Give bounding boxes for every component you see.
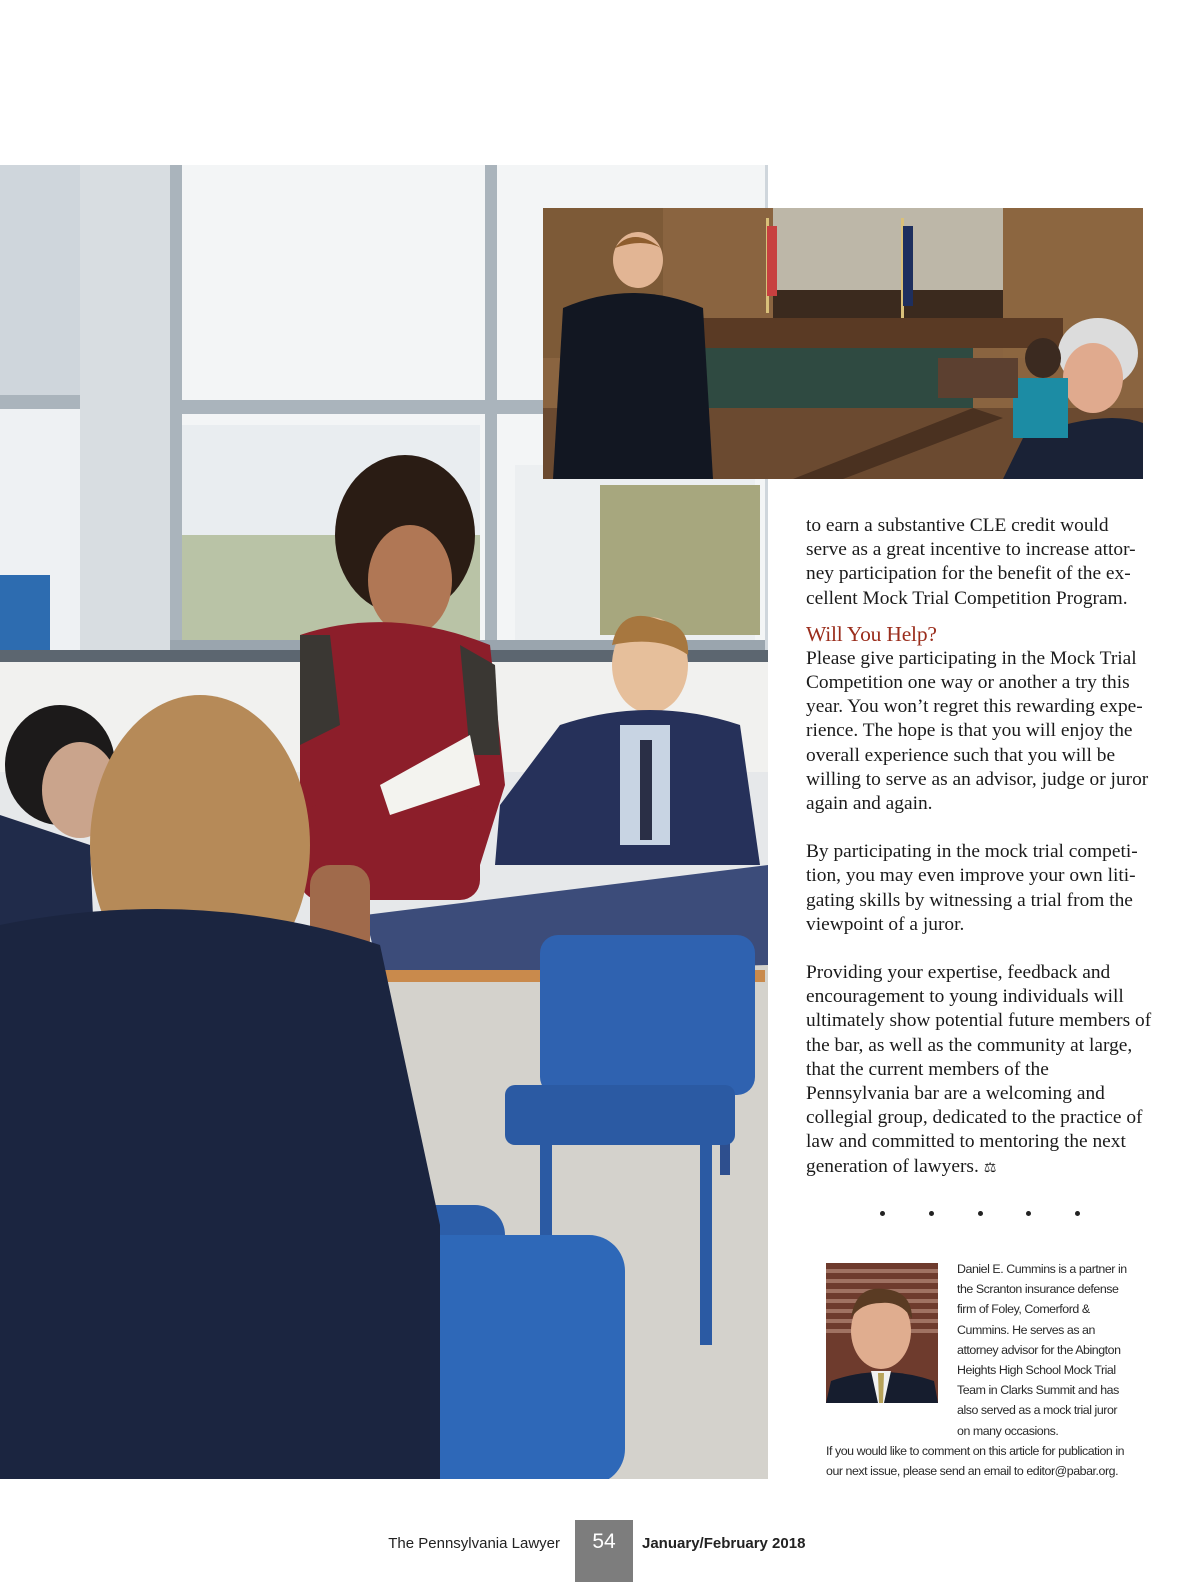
author-bio: Daniel E. Cummins is a partner in the Scranton insurance defense firm of Foley, Comerford & Cummins. He serves as an attorney advisor for the Abington Heights High School Mock Trial Team in Clarks Summit and has also served as a mock trial juror on many occasions. — [957, 1262, 1127, 1438]
article-paragraph: to earn a substantive CLE credit would serve as a great incentive to increase attor-ney participation for the benefit of the ex-cellent Mock Trial Competition Program. — [806, 515, 1136, 609]
page-number: 54 — [575, 1520, 633, 1582]
scales-of-justice-icon: ⚖ — [983, 1159, 997, 1176]
issue-date: January/February 2018 — [642, 1535, 806, 1552]
divider-dot — [1026, 1211, 1031, 1216]
divider-dot — [880, 1211, 885, 1216]
article-body — [806, 514, 1152, 1180]
comment-note: If you would like to comment on this article for publication in our next issue, please send an email to editor@pabar.org. — [826, 1444, 1125, 1479]
courtroom-photo — [543, 208, 1143, 479]
article-paragraph-text: Providing your expertise, feedback and encouragement to young individuals will ultimately show potential future members of the bar, as well as the community at large, that the current members of the Pennsylvania bar are a welcoming and collegial group, dedicated to the practice of law and committed to mentoring the next generation of lawyers. — [806, 962, 1152, 1177]
section-divider — [880, 1211, 1080, 1231]
section-heading: Will You Help? — [806, 621, 937, 646]
divider-dot — [1075, 1211, 1080, 1216]
author-headshot — [826, 1263, 938, 1403]
article-paragraph: Please give participating in the Mock Trial Competition one way or another a try this year. You won’t regret this rewarding expe-rience. The hope is that you will enjoy the overall experience such that you will be willing to serve as an advisor, judge or juror again and again. — [806, 647, 1149, 815]
divider-dot — [929, 1211, 934, 1216]
publication-name: The Pennsylvania Lawyer — [388, 1535, 560, 1552]
divider-dot — [978, 1211, 983, 1216]
article-paragraph: By participating in the mock trial competi-tion, you may even improve your own liti-gating skills by witnessing a trial from the viewpoint of a juror. — [806, 841, 1138, 935]
article-paragraph — [806, 961, 1152, 1180]
